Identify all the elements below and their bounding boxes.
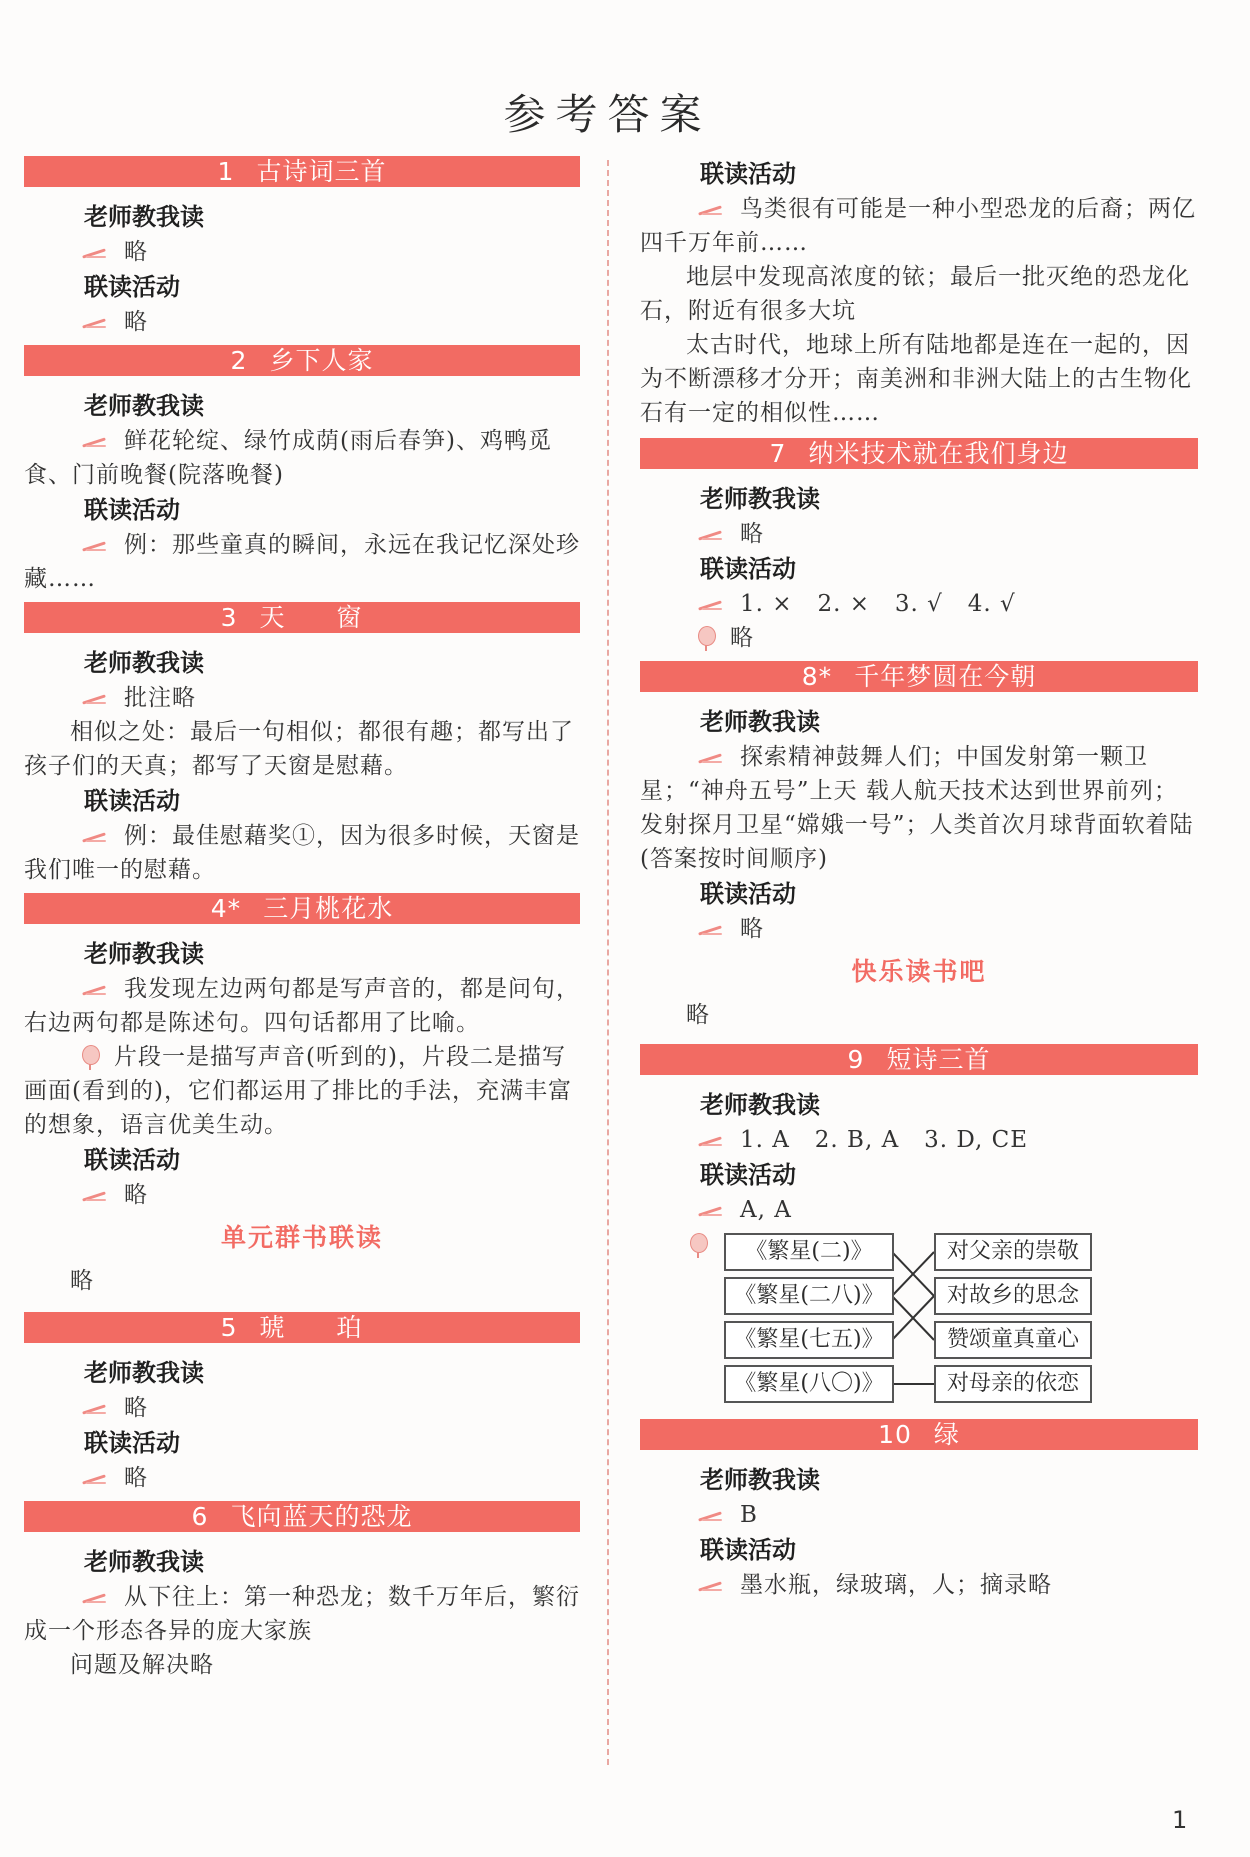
section-number: 8* — [801, 662, 833, 691]
page-number: 1 — [1172, 1806, 1188, 1834]
section-number: 6 — [191, 1502, 209, 1531]
pen-icon — [80, 983, 110, 997]
answer-text: 1. A 2. B, A 3. D, CE — [640, 1123, 1198, 1157]
match-right-item: 对母亲的依恋 — [934, 1365, 1092, 1403]
answer-text: 略 — [24, 1461, 580, 1495]
pen-icon — [696, 528, 726, 542]
unit-reading-title: 单元群书联读 — [220, 1223, 383, 1252]
section-title: 三月桃花水 — [263, 894, 394, 923]
section-number: 3 — [220, 603, 238, 632]
matching-diagram — [724, 1233, 1194, 1409]
answer-text: 略 — [24, 1178, 580, 1212]
section-number: 5 — [220, 1313, 238, 1342]
answer-text: 略 — [24, 235, 580, 269]
teacher-heading: 老师教我读 — [84, 392, 204, 420]
activity-heading: 联读活动 — [700, 160, 796, 188]
answer-text: 片段一是描写声音(听到的)，片段二是描写画面(看到的)，它们都运用了排比的手法，充满丰富的想象，语言优美生动。 — [24, 1044, 572, 1138]
pen-icon — [80, 830, 110, 844]
section-bar-1 — [24, 156, 580, 187]
pen-icon — [696, 751, 726, 765]
answer-text: 略 — [24, 305, 580, 339]
pen-icon — [80, 692, 110, 706]
section-bar-2 — [24, 345, 580, 376]
activity-heading: 联读活动 — [84, 1146, 180, 1174]
answer-text: 我发现左边两句都是写声音的，都是问句，右边两句都是陈述句。四句话都用了比喻。 — [24, 976, 580, 1036]
balloon-icon — [688, 1233, 708, 1259]
teacher-heading: 老师教我读 — [84, 1548, 204, 1576]
answer-text: 从下往上：第一种恐龙；数千万年后，繁衍成一个形态各异的庞大家族 — [24, 1584, 580, 1644]
answer-text: 例：那些童真的瞬间，永远在我记忆深处珍藏…… — [24, 532, 580, 592]
answer-text: 问题及解决略 — [70, 1652, 214, 1678]
teacher-heading: 老师教我读 — [84, 940, 204, 968]
teacher-heading: 老师教我读 — [700, 708, 820, 736]
answer-text: 鸟类很有可能是一种小型恐龙的后裔；两亿四千万年前…… — [640, 196, 1196, 256]
section-number: 2 — [230, 346, 248, 375]
section-title: 千年梦圆在今朝 — [854, 662, 1037, 691]
answer-text: 略 — [686, 1002, 710, 1028]
section-bar-3 — [24, 602, 580, 633]
section-number: 9 — [847, 1045, 865, 1074]
right-column — [640, 156, 1198, 1602]
teacher-heading: 老师教我读 — [700, 1466, 820, 1494]
pen-icon — [80, 316, 110, 330]
answer-text: B — [640, 1498, 1198, 1532]
answer-text: 略 — [24, 1391, 580, 1425]
happy-reading-title: 快乐读书吧 — [851, 957, 987, 986]
activity-heading: 联读活动 — [700, 555, 796, 583]
pen-icon — [80, 246, 110, 260]
activity-heading: 联读活动 — [84, 496, 180, 524]
answer-text: 墨水瓶，绿玻璃，人；摘录略 — [640, 1568, 1198, 1602]
answer-text: 略 — [640, 621, 1198, 655]
activity-heading: 联读活动 — [84, 787, 180, 815]
answer-text: 地层中发现高浓度的铱；最后一批灭绝的恐龙化石，附近有很多大坑 — [640, 264, 1190, 324]
section-bar-7 — [640, 438, 1198, 469]
section-number: 4* — [210, 894, 242, 923]
section-bar-9 — [640, 1044, 1198, 1075]
teacher-heading: 老师教我读 — [84, 203, 204, 231]
answer-text: 例：最佳慰藉奖①，因为很多时候，天窗是我们唯一的慰藉。 — [24, 823, 580, 883]
pen-icon — [696, 1204, 726, 1218]
page-title: 参考答案 — [503, 90, 712, 139]
section-number: 10 — [878, 1420, 912, 1449]
pen-icon — [80, 1402, 110, 1416]
match-right-item: 赞颂童真童心 — [934, 1321, 1092, 1359]
teacher-heading: 老师教我读 — [84, 649, 204, 677]
answer-text: 探索精神鼓舞人们；中国发射第一颗卫星；“神舟五号”上天 载人航天技术达到世界前列；发射探月卫星“嫦娥一号”；人类首次月球背面软着陆(答案按时间顺序) — [640, 744, 1194, 872]
section-title: 天 窗 — [259, 603, 384, 632]
section-bar-5 — [24, 1312, 580, 1343]
section-title: 纳米技术就在我们身边 — [808, 439, 1069, 468]
section-bar-4 — [24, 893, 580, 924]
pen-icon — [696, 203, 726, 217]
match-right-item: 对故乡的思念 — [934, 1277, 1092, 1315]
pen-icon — [696, 1579, 726, 1593]
section-title: 古诗词三首 — [256, 157, 387, 186]
pen-icon — [80, 435, 110, 449]
section-bar-6 — [24, 1501, 580, 1532]
activity-heading: 联读活动 — [700, 1161, 796, 1189]
answer-text: 略 — [70, 1268, 94, 1294]
answer-text: 1. × 2. × 3. √ 4. √ — [640, 587, 1198, 621]
activity-heading: 联读活动 — [700, 880, 796, 908]
column-divider — [607, 160, 609, 1765]
section-bar-10 — [640, 1419, 1198, 1450]
balloon-icon — [696, 626, 716, 652]
pen-icon — [696, 923, 726, 937]
teacher-heading: 老师教我读 — [700, 1091, 820, 1119]
activity-heading: 联读活动 — [700, 1536, 796, 1564]
teacher-heading: 老师教我读 — [84, 1359, 204, 1387]
section-title: 乡下人家 — [269, 346, 374, 375]
section-title: 飞向蓝天的恐龙 — [230, 1502, 413, 1531]
activity-heading: 联读活动 — [84, 273, 180, 301]
section-number: 1 — [217, 157, 235, 186]
answer-text: 相似之处：最后一句相似；都很有趣；都写出了孩子们的天真；都写了天窗是慰藉。 — [24, 719, 574, 779]
match-right-item: 对父亲的崇敬 — [934, 1233, 1092, 1271]
section-title: 短诗三首 — [886, 1045, 991, 1074]
pen-icon — [696, 1134, 726, 1148]
match-left-item: 《繁星(二八)》 — [724, 1277, 894, 1315]
pen-icon — [696, 1509, 726, 1523]
section-number: 7 — [769, 439, 787, 468]
activity-heading: 联读活动 — [84, 1429, 180, 1457]
section-title: 绿 — [933, 1420, 960, 1449]
match-left-item: 《繁星(二)》 — [724, 1233, 894, 1271]
match-left-item: 《繁星(七五)》 — [724, 1321, 894, 1359]
teacher-heading: 老师教我读 — [700, 485, 820, 513]
left-column — [24, 156, 580, 1682]
answer-text: A, A — [640, 1193, 1198, 1227]
pen-icon — [80, 1472, 110, 1486]
pen-icon — [696, 598, 726, 612]
answer-text: 略 — [640, 517, 1198, 551]
balloon-icon — [80, 1045, 100, 1071]
pen-icon — [80, 1591, 110, 1605]
section-title: 琥 珀 — [259, 1313, 384, 1342]
answer-text: 略 — [640, 912, 1198, 946]
match-left-item: 《繁星(八〇)》 — [724, 1365, 894, 1403]
answer-text: 批注略 — [24, 681, 580, 715]
pen-icon — [80, 1189, 110, 1203]
answer-text: 太古时代，地球上所有陆地都是连在一起的，因为不断漂移才分开；南美洲和非洲大陆上的古生物化石有一定的相似性…… — [640, 332, 1192, 426]
section-bar-8 — [640, 661, 1198, 692]
answer-text: 鲜花轮绽、绿竹成荫(雨后春笋)、鸡鸭觅食、门前晚餐(院落晚餐) — [24, 428, 552, 488]
pen-icon — [80, 539, 110, 553]
